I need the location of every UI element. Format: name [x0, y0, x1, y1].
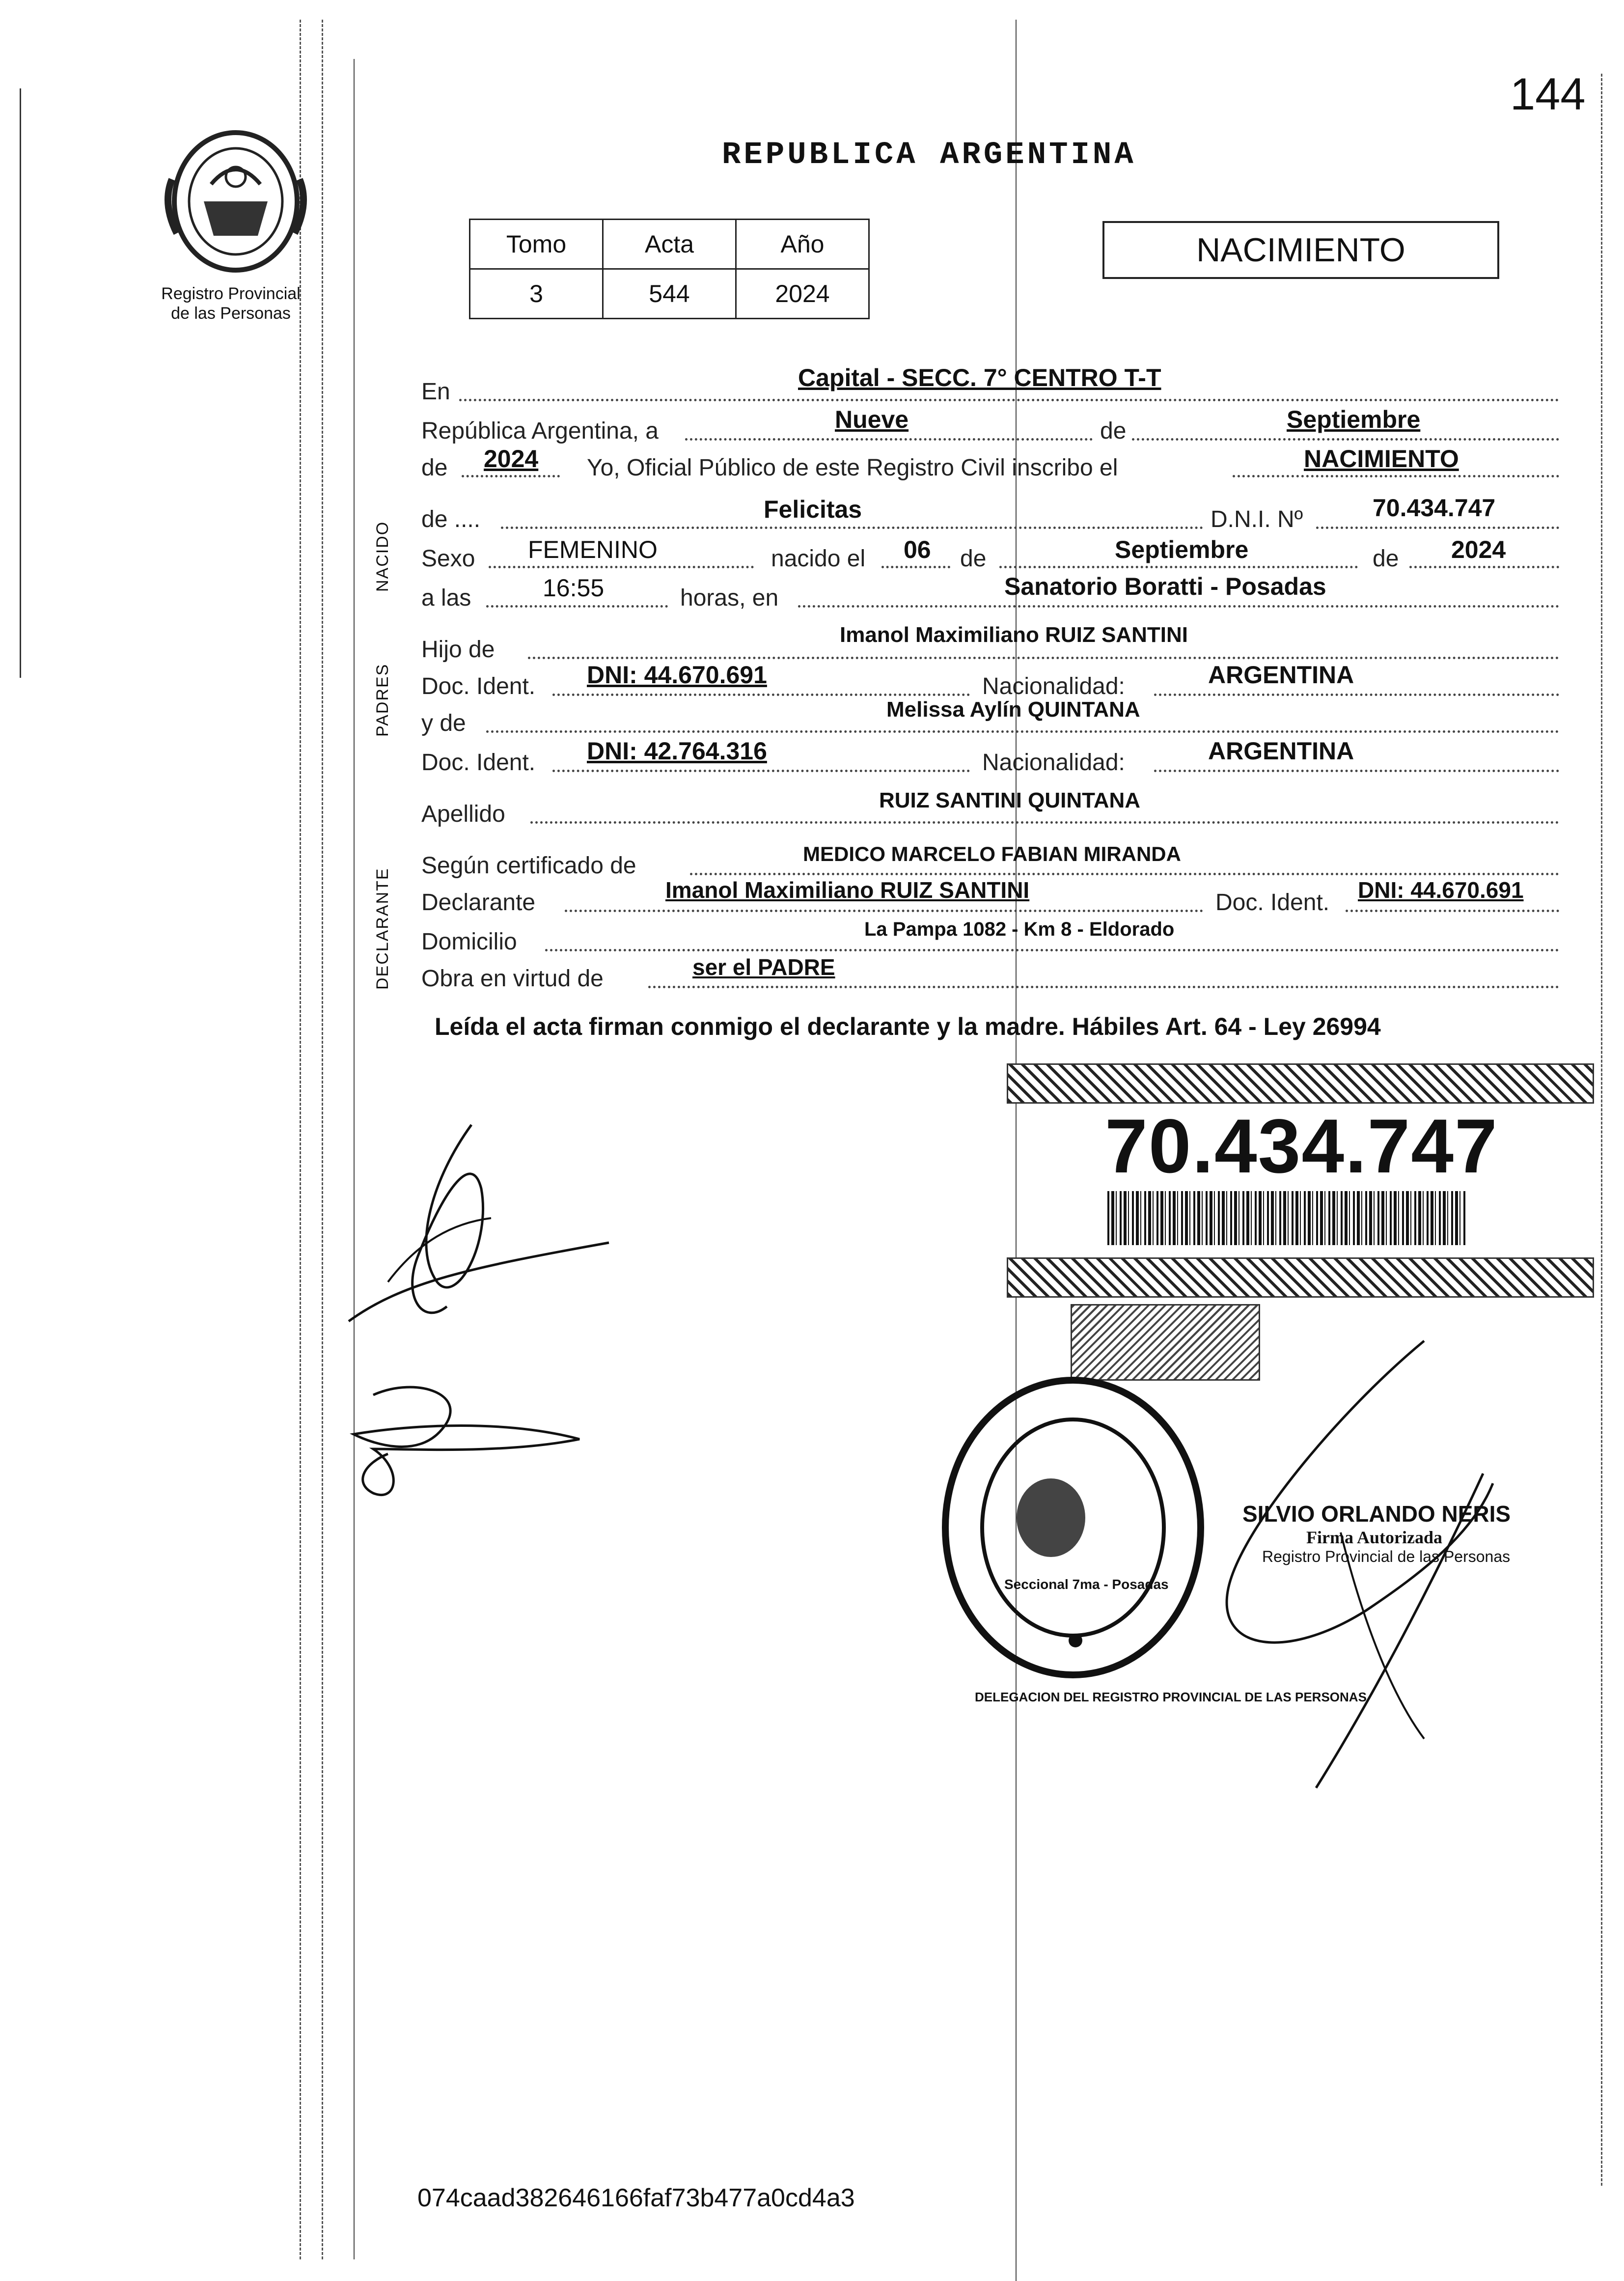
- value-surname: RUIZ SANTINI QUINTANA: [879, 788, 1141, 812]
- signer-role: Firma Autorizada: [1306, 1528, 1442, 1547]
- value-act: NACIMIENTO: [1304, 445, 1459, 473]
- dots-day: [685, 438, 1093, 441]
- value-certificate: MEDICO MARCELO FABIAN MIRANDA: [803, 842, 1181, 865]
- value-dni: 70.434.747: [1373, 494, 1496, 522]
- signature-block: [1242, 1501, 1562, 1566]
- label-de-name: de ....: [421, 506, 481, 532]
- label-nacionalidad-1: Nacionalidad:: [982, 673, 1125, 699]
- label-doc-ident-3: Doc. Ident.: [1215, 890, 1330, 916]
- value-mother-nationality: ARGENTINA: [1208, 737, 1354, 765]
- misiones-seal-icon: [157, 120, 314, 278]
- label-oficial: Yo, Oficial Público de este Registro Civil inscribo el: [587, 455, 1118, 481]
- value-birth-day: 06: [904, 536, 931, 563]
- logo-caption-line1: Registro Provincial: [161, 284, 301, 303]
- dots-act: [1233, 475, 1559, 477]
- dots-certificate: [690, 873, 1559, 875]
- label-obra: Obra en virtud de: [421, 966, 604, 992]
- value-month: Septiembre: [1287, 406, 1421, 433]
- signer-name: SILVIO ORLANDO NERIS: [1242, 1501, 1511, 1527]
- label-de3: de: [1373, 546, 1399, 572]
- dots-mother-nationality: [1154, 770, 1559, 772]
- label-dni: D.N.I. Nº: [1211, 506, 1303, 532]
- label-hijo-de: Hijo de: [421, 637, 495, 663]
- logo-caption: [142, 284, 319, 323]
- value-day: Nueve: [835, 406, 909, 433]
- dots-capacity: [648, 986, 1559, 988]
- dots-address: [545, 949, 1559, 951]
- logo-caption-line2: de las Personas: [171, 304, 291, 323]
- header-tomo: Tomo: [470, 220, 603, 269]
- dots-birth-day: [881, 566, 950, 568]
- value-year: 2024: [484, 445, 539, 473]
- label-y-de: y de: [421, 710, 466, 736]
- fold-line: [1016, 20, 1017, 2281]
- value-ano: 2024: [736, 269, 869, 319]
- header-acta: Acta: [603, 220, 736, 269]
- right-edge-line: [1601, 74, 1602, 2186]
- dots-mother: [486, 730, 1559, 733]
- label-segun: Según certificado de: [421, 853, 636, 879]
- dots-dni: [1316, 527, 1559, 529]
- value-acta: 544: [603, 269, 736, 319]
- security-band-bottom: [1007, 1257, 1594, 1298]
- declarant-signature: [344, 1120, 619, 1336]
- side-label-padres: PADRES: [373, 663, 392, 737]
- registry-logo: [157, 120, 314, 278]
- value-name: Felicitas: [764, 496, 862, 523]
- stamp-ring-text: DELEGACION DEL REGISTRO PROVINCIAL DE LAS PERSONAS: [975, 1690, 1367, 1704]
- label-de-month: de: [1100, 418, 1127, 444]
- dots-birth-year: [1409, 566, 1559, 568]
- value-address: La Pampa 1082 - Km 8 - Eldorado: [864, 918, 1175, 940]
- label-doc-ident-2: Doc. Ident.: [421, 750, 536, 776]
- value-father-nationality: ARGENTINA: [1208, 661, 1354, 689]
- record-type-box: NACIMIENTO: [1102, 221, 1499, 279]
- label-nacido-el: nacido el: [771, 546, 866, 572]
- dots-birth-place: [798, 605, 1559, 608]
- label-declarante: Declarante: [421, 890, 536, 916]
- label-apellido: Apellido: [421, 801, 505, 827]
- document-hash: 074caad382646166faf73b477a0cd4a3: [417, 2184, 855, 2212]
- authorized-signature: [1218, 1336, 1522, 1798]
- dots-name: [501, 527, 1203, 529]
- page-number: 144: [1510, 69, 1586, 119]
- label-domicilio: Domicilio: [421, 929, 517, 955]
- barcode: [1107, 1191, 1466, 1245]
- dots-declarant-doc: [1346, 910, 1559, 912]
- document-title: REPUBLICA ARGENTINA: [722, 138, 1136, 173]
- dots-sex: [489, 566, 754, 568]
- side-label-nacido: NACIDO: [373, 521, 392, 592]
- label-horas-en: horas, en: [680, 585, 779, 611]
- stamp-inner-text: Seccional 7ma - Posadas: [1004, 1577, 1169, 1592]
- value-mother-doc: DNI: 42.764.316: [587, 737, 767, 765]
- label-de-year: de: [421, 455, 448, 481]
- side-label-declarante: DECLARANTE: [373, 867, 392, 990]
- binding-line-1: [300, 20, 301, 2259]
- value-tomo: 3: [470, 269, 603, 319]
- value-declarant-doc: DNI: 44.670.691: [1358, 877, 1524, 903]
- reference-table: [469, 219, 870, 319]
- label-sexo: Sexo: [421, 546, 475, 572]
- label-nacionalidad-2: Nacionalidad:: [982, 750, 1125, 776]
- value-mother: Melissa Aylín QUINTANA: [886, 697, 1140, 722]
- value-birth-year: 2024: [1451, 536, 1506, 563]
- value-declarant: Imanol Maximiliano RUIZ SANTINI: [665, 877, 1030, 903]
- dots-month: [1132, 438, 1559, 441]
- dots-birth-month: [999, 566, 1358, 568]
- left-edge-line: [20, 88, 21, 678]
- dots-father-nationality: [1154, 694, 1559, 696]
- dots-father: [528, 657, 1559, 659]
- mother-signature: [344, 1375, 589, 1523]
- security-band-top: [1007, 1063, 1594, 1104]
- dots-year: [462, 475, 560, 477]
- label-a-las: a las: [421, 585, 471, 611]
- dots-father-doc: [552, 694, 970, 696]
- reference-table-value-row: [470, 269, 869, 319]
- dots-mother-doc: [552, 770, 970, 772]
- value-birth-place: Sanatorio Boratti - Posadas: [1004, 573, 1326, 600]
- closing-text: Leída el acta firman conmigo el declarante y la madre. Hábiles Art. 64 - Ley 26994: [435, 1013, 1381, 1040]
- value-place: Capital - SECC. 7° CENTRO T-T: [798, 364, 1161, 391]
- value-time: 16:55: [543, 574, 605, 602]
- official-stamp: [936, 1370, 1211, 1685]
- security-number: 70.434.747: [1105, 1104, 1498, 1189]
- value-father-doc: DNI: 44.670.691: [587, 661, 767, 689]
- signer-office: Registro Provincial de las Personas: [1262, 1548, 1511, 1565]
- value-father: Imanol Maximiliano RUIZ SANTINI: [840, 623, 1188, 647]
- value-sex: FEMENINO: [528, 536, 658, 563]
- label-de2: de: [960, 546, 987, 572]
- label-republica: República Argentina, a: [421, 418, 659, 444]
- label-en: En: [421, 379, 450, 405]
- reference-table-header-row: [470, 220, 869, 269]
- value-capacity: ser el PADRE: [692, 954, 835, 980]
- label-doc-ident-1: Doc. Ident.: [421, 673, 536, 699]
- value-birth-month: Septiembre: [1115, 536, 1249, 563]
- dots-time: [486, 605, 668, 608]
- header-ano: Año: [736, 220, 869, 269]
- dots-surname: [530, 821, 1559, 824]
- dots-declarant: [565, 910, 1203, 912]
- dots-en: [459, 399, 1559, 401]
- binding-line-2: [322, 20, 323, 2259]
